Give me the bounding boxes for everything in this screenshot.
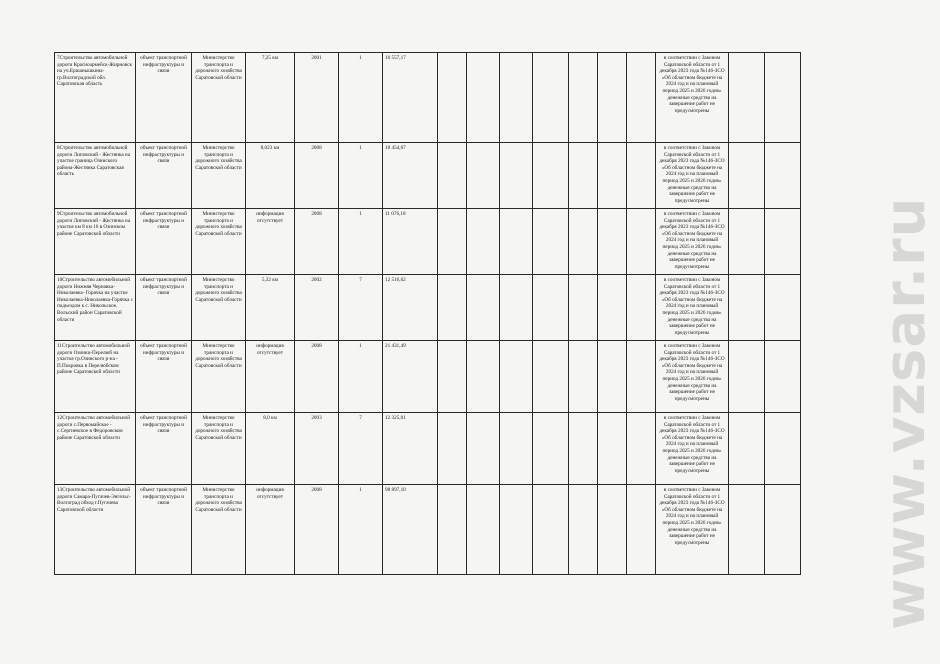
row-number: 13 bbox=[57, 487, 63, 493]
object-name-cell bbox=[55, 143, 136, 209]
capacity-cell: 8,0 км bbox=[246, 413, 295, 485]
empty-cell bbox=[765, 485, 801, 575]
empty-cell bbox=[765, 209, 801, 275]
objects-table bbox=[54, 52, 801, 575]
empty-cell bbox=[765, 275, 801, 341]
cost-cell: 12 325,01 bbox=[383, 413, 438, 485]
empty-cell bbox=[729, 53, 765, 143]
start-year-cell: 2002 bbox=[295, 275, 339, 341]
empty-cell bbox=[569, 413, 598, 485]
empty-cell bbox=[438, 341, 467, 413]
start-year-cell: 2008 bbox=[295, 143, 339, 209]
table-row bbox=[55, 209, 801, 275]
empty-cell bbox=[500, 485, 533, 575]
object-name: Строительство автомобильной дороги Красноармейск-Жирновск на уч.Ершанышкина-гр.Волгоградской обл. Саратовская область bbox=[57, 55, 133, 88]
empty-cell bbox=[438, 413, 467, 485]
empty-cell bbox=[500, 53, 533, 143]
empty-cell bbox=[467, 485, 500, 575]
stage-cell: 1 bbox=[339, 143, 383, 209]
table-row bbox=[55, 143, 801, 209]
object-name: Строительство автомобильной дороги Озинки-Перелюб на участке гр.Озинского р-на - П.Покровка в Перелюбском районе Саратовской области bbox=[57, 343, 130, 376]
empty-cell bbox=[765, 341, 801, 413]
empty-cell bbox=[533, 143, 569, 209]
empty-cell bbox=[765, 53, 801, 143]
empty-cell bbox=[533, 485, 569, 575]
customer-cell: Министерство транспорта и дорожного хозяйства Саратовской области bbox=[192, 485, 246, 575]
empty-cell bbox=[598, 413, 627, 485]
empty-cell bbox=[533, 341, 569, 413]
object-type-cell: объект транспортной инфраструктуры и связи bbox=[136, 209, 192, 275]
empty-cell bbox=[627, 341, 656, 413]
note-cell: в соответствии с Законом Саратовской области от 1 декабря 2023 года №146-ЗСО «Об областном бюджете на 2024 год и на плановый период 2025 и 2026 годов» денежные средства на завершение работ не предусмотрены bbox=[656, 341, 729, 413]
empty-cell bbox=[500, 413, 533, 485]
start-year-cell: 2003 bbox=[295, 413, 339, 485]
empty-cell bbox=[729, 341, 765, 413]
empty-cell bbox=[467, 209, 500, 275]
customer-cell: Министерство транспорта и дорожного хозяйства Саратовской области bbox=[192, 275, 246, 341]
table-row bbox=[55, 341, 801, 413]
cost-cell: 21 431,49 bbox=[383, 341, 438, 413]
empty-cell bbox=[533, 53, 569, 143]
empty-cell bbox=[500, 275, 533, 341]
cost-cell: 10 454,67 bbox=[383, 143, 438, 209]
note-cell: в соответствии с Законом Саратовской области от 1 декабря 2023 года №146-ЗСО «Об областном бюджете на 2024 год и на плановый период 2025 и 2026 годов» денежные средства на завершение работ не предусмотрены bbox=[656, 209, 729, 275]
object-name: Строительство автомобильной дороги с.Первомайское - с.Сергиевское в Федоровском районе Саратовской области bbox=[57, 415, 130, 441]
object-name: Строительство автомобильной дороги Липовский - Жестянка на участке км 8 км 16 в Озинском районе Саратовской области bbox=[57, 211, 130, 237]
note-cell: в соответствии с Законом Саратовской области от 1 декабря 2023 года №146-ЗСО «Об областном бюджете на 2024 год и на плановый период 2025 и 2026 годов» денежные средства на завершение работ не предусмотрены bbox=[656, 143, 729, 209]
empty-cell bbox=[533, 275, 569, 341]
object-type-cell: объект транспортной инфраструктуры и связи bbox=[136, 53, 192, 143]
object-name-cell bbox=[55, 413, 136, 485]
start-year-cell: 2008 bbox=[295, 485, 339, 575]
object-type-cell: объект транспортной инфраструктуры и связи bbox=[136, 485, 192, 575]
table-row bbox=[55, 275, 801, 341]
empty-cell bbox=[438, 485, 467, 575]
object-name-cell bbox=[55, 485, 136, 575]
customer-cell: Министерство транспорта и дорожного хозяйства Саратовской области bbox=[192, 143, 246, 209]
stage-cell: 1 bbox=[339, 209, 383, 275]
empty-cell bbox=[598, 485, 627, 575]
empty-cell bbox=[569, 341, 598, 413]
site-watermark: www.vzsar.ru bbox=[873, 196, 938, 630]
start-year-cell: 2001 bbox=[295, 53, 339, 143]
customer-cell: Министерство транспорта и дорожного хозяйства Саратовской области bbox=[192, 53, 246, 143]
empty-cell bbox=[500, 143, 533, 209]
stage-cell: 1 bbox=[339, 485, 383, 575]
cost-cell: 16 557,17 bbox=[383, 53, 438, 143]
stage-cell: 7 bbox=[339, 275, 383, 341]
customer-cell: Министерство транспорта и дорожного хозяйства Саратовской области bbox=[192, 341, 246, 413]
capacity-cell: информация отсутствует bbox=[246, 485, 295, 575]
empty-cell bbox=[438, 53, 467, 143]
empty-cell bbox=[569, 143, 598, 209]
empty-cell bbox=[627, 485, 656, 575]
empty-cell bbox=[598, 143, 627, 209]
empty-cell bbox=[598, 53, 627, 143]
empty-cell bbox=[627, 53, 656, 143]
empty-cell bbox=[500, 341, 533, 413]
note-cell: в соответствии с Законом Саратовской области от 1 декабря 2023 года №146-ЗСО «Об областном бюджете на 2024 год и на плановый период 2025 и 2026 годов» денежные средства на завершение работ не предусмотрены bbox=[656, 275, 729, 341]
stage-cell: 7 bbox=[339, 413, 383, 485]
cost-cell: 12 516,62 bbox=[383, 275, 438, 341]
object-name-cell bbox=[55, 275, 136, 341]
object-type-cell: объект транспортной инфраструктуры и связи bbox=[136, 341, 192, 413]
row-number: 8 bbox=[57, 145, 60, 151]
customer-cell: Министерство транспорта и дорожного хозяйства Саратовской области bbox=[192, 209, 246, 275]
stage-cell: 1 bbox=[339, 53, 383, 143]
empty-cell bbox=[729, 209, 765, 275]
note-cell: в соответствии с Законом Саратовской области от 1 декабря 2023 года №146-ЗСО «Об областном бюджете на 2024 год и на плановый период 2025 и 2026 годов» денежные средства на завершение работ не предусмотрены bbox=[656, 53, 729, 143]
empty-cell bbox=[729, 413, 765, 485]
table-row bbox=[55, 413, 801, 485]
object-name-cell bbox=[55, 341, 136, 413]
empty-cell bbox=[533, 209, 569, 275]
table-row bbox=[55, 485, 801, 575]
row-number: 7 bbox=[57, 55, 60, 61]
stage-cell: 1 bbox=[339, 341, 383, 413]
row-number: 11 bbox=[57, 343, 62, 349]
start-year-cell: 2008 bbox=[295, 341, 339, 413]
empty-cell bbox=[438, 209, 467, 275]
empty-cell bbox=[627, 275, 656, 341]
object-type-cell: объект транспортной инфраструктуры и связи bbox=[136, 275, 192, 341]
empty-cell bbox=[729, 485, 765, 575]
object-type-cell: объект транспортной инфраструктуры и связи bbox=[136, 413, 192, 485]
empty-cell bbox=[569, 53, 598, 143]
empty-cell bbox=[467, 143, 500, 209]
empty-cell bbox=[765, 413, 801, 485]
table-row bbox=[55, 53, 801, 143]
empty-cell bbox=[533, 413, 569, 485]
empty-cell bbox=[765, 143, 801, 209]
empty-cell bbox=[467, 413, 500, 485]
empty-cell bbox=[438, 275, 467, 341]
object-name-cell bbox=[55, 53, 136, 143]
cost-cell: 98 897,10 bbox=[383, 485, 438, 575]
empty-cell bbox=[569, 209, 598, 275]
object-name-cell bbox=[55, 209, 136, 275]
empty-cell bbox=[438, 143, 467, 209]
capacity-cell: 8,023 км bbox=[246, 143, 295, 209]
object-name: Строительство автомобильной дороги Липовский - Жестянка на участке граница Озинского района-Жестянка Саратовская область bbox=[57, 145, 130, 178]
empty-cell bbox=[627, 209, 656, 275]
row-number: 9 bbox=[57, 211, 60, 217]
empty-cell bbox=[500, 209, 533, 275]
row-number: 12 bbox=[57, 415, 63, 421]
empty-cell bbox=[729, 143, 765, 209]
empty-cell bbox=[467, 53, 500, 143]
empty-cell bbox=[627, 413, 656, 485]
capacity-cell: 5,32 км bbox=[246, 275, 295, 341]
empty-cell bbox=[598, 275, 627, 341]
object-name: Строительство автомобильной дороги Самара-Пугачев-Энгельс-Волгоград обход г.Пугачева Саратовской области bbox=[57, 487, 131, 513]
customer-cell: Министерство транспорта и дорожного хозяйства Саратовской области bbox=[192, 413, 246, 485]
capacity-cell: информация отсутствует bbox=[246, 341, 295, 413]
empty-cell bbox=[569, 275, 598, 341]
empty-cell bbox=[569, 485, 598, 575]
cost-cell: 11 076,18 bbox=[383, 209, 438, 275]
empty-cell bbox=[598, 341, 627, 413]
capacity-cell: информация отсутствует bbox=[246, 209, 295, 275]
start-year-cell: 2008 bbox=[295, 209, 339, 275]
capacity-cell: 7,25 км bbox=[246, 53, 295, 143]
note-cell: в соответствии с Законом Саратовской области от 1 декабря 2023 года №146-ЗСО «Об областном бюджете на 2024 год и на плановый период 2025 и 2026 годов» денежные средства на завершение работ не предусмотрены bbox=[656, 485, 729, 575]
row-number: 10 bbox=[57, 277, 63, 283]
object-name: Строительство автомобильной дороги Нижняя Чернавка-Николаевка- Горячка на участке Николаевка-Николаевка-Горячка с подъездом к с. Никольское, Вольский район Саратовской области bbox=[57, 277, 133, 323]
empty-cell bbox=[627, 143, 656, 209]
note-cell: в соответствии с Законом Саратовской области от 1 декабря 2023 года №146-ЗСО «Об областном бюджете на 2024 год и на плановый период 2025 и 2026 годов» денежные средства на завершение работ не предусмотрены bbox=[656, 413, 729, 485]
empty-cell bbox=[598, 209, 627, 275]
empty-cell bbox=[467, 341, 500, 413]
empty-cell bbox=[729, 275, 765, 341]
object-type-cell: объект транспортной инфраструктуры и связи bbox=[136, 143, 192, 209]
empty-cell bbox=[467, 275, 500, 341]
